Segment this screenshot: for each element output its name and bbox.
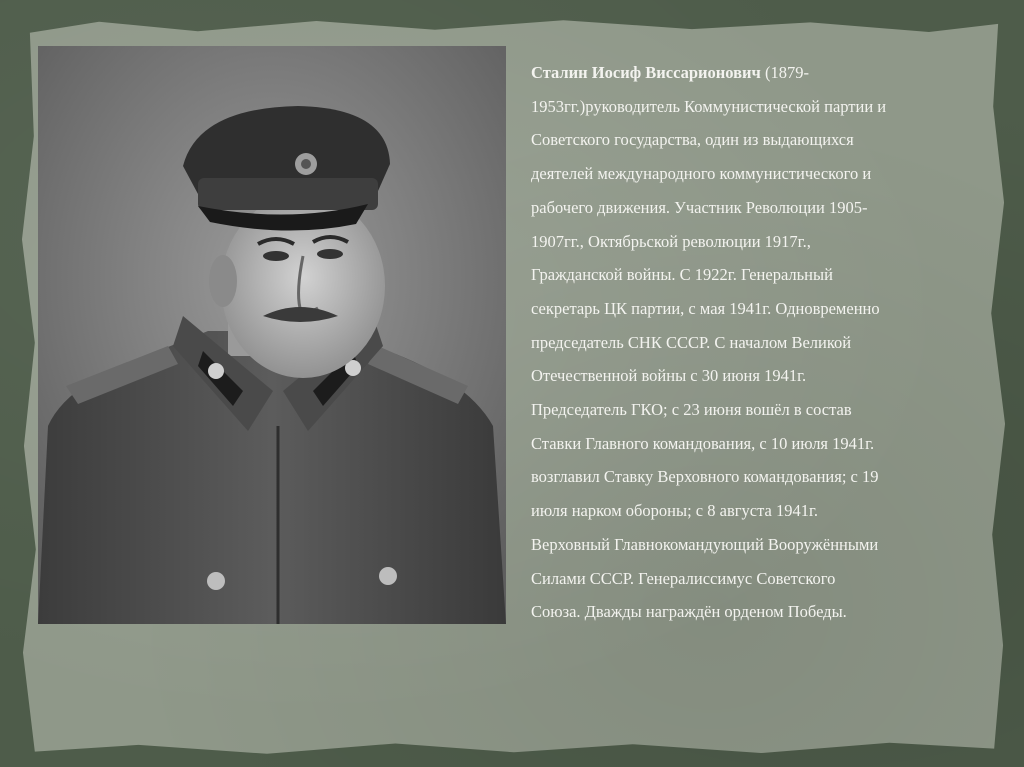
bio-line: июля нарком обороны; с 8 августа 1941г. [531, 501, 818, 521]
bio-line: 1953гг.)руководитель Коммунистической партии и [531, 96, 887, 116]
bio-line: деятелей международного коммунистического и [531, 164, 872, 184]
bio-line: 1907гг., Октябрьской революции 1917г., [531, 231, 811, 251]
bio-line: Силами СССР. Генералиссимус Советского [531, 568, 836, 588]
bio-line: возглавил Ставку Верховного командования; с 19 [531, 467, 879, 487]
portrait-photo [38, 46, 506, 624]
biography-text [531, 56, 971, 629]
bio-line: Гражданской войны. С 1922г. Генеральный [531, 265, 833, 285]
bio-line: Председатель ГКО; с 23 июня вошёл в состав [531, 400, 852, 420]
person-name: Сталин Иосиф Виссарионович [531, 63, 761, 82]
bio-line: Отечественной войны с 30 июня 1941г. [531, 366, 807, 386]
bio-line: Верховный Главнокомандующий Вооружёнными [531, 534, 879, 554]
bio-line: (1879- [760, 63, 809, 82]
bio-line: рабочего движения. Участник Революции 1905- [531, 197, 868, 217]
bio-line: председатель СНК СССР. С началом Великой [531, 332, 852, 352]
bio-line: секретарь ЦК партии, с мая 1941г. Одновременно [531, 298, 880, 318]
bio-line: Союза. Дважды награждён орденом Победы. [531, 602, 847, 622]
bio-line: Ставки Главного командования, с 10 июля 1941г. [531, 433, 875, 453]
bio-line: Советского государства, один из выдающихся [531, 130, 854, 150]
